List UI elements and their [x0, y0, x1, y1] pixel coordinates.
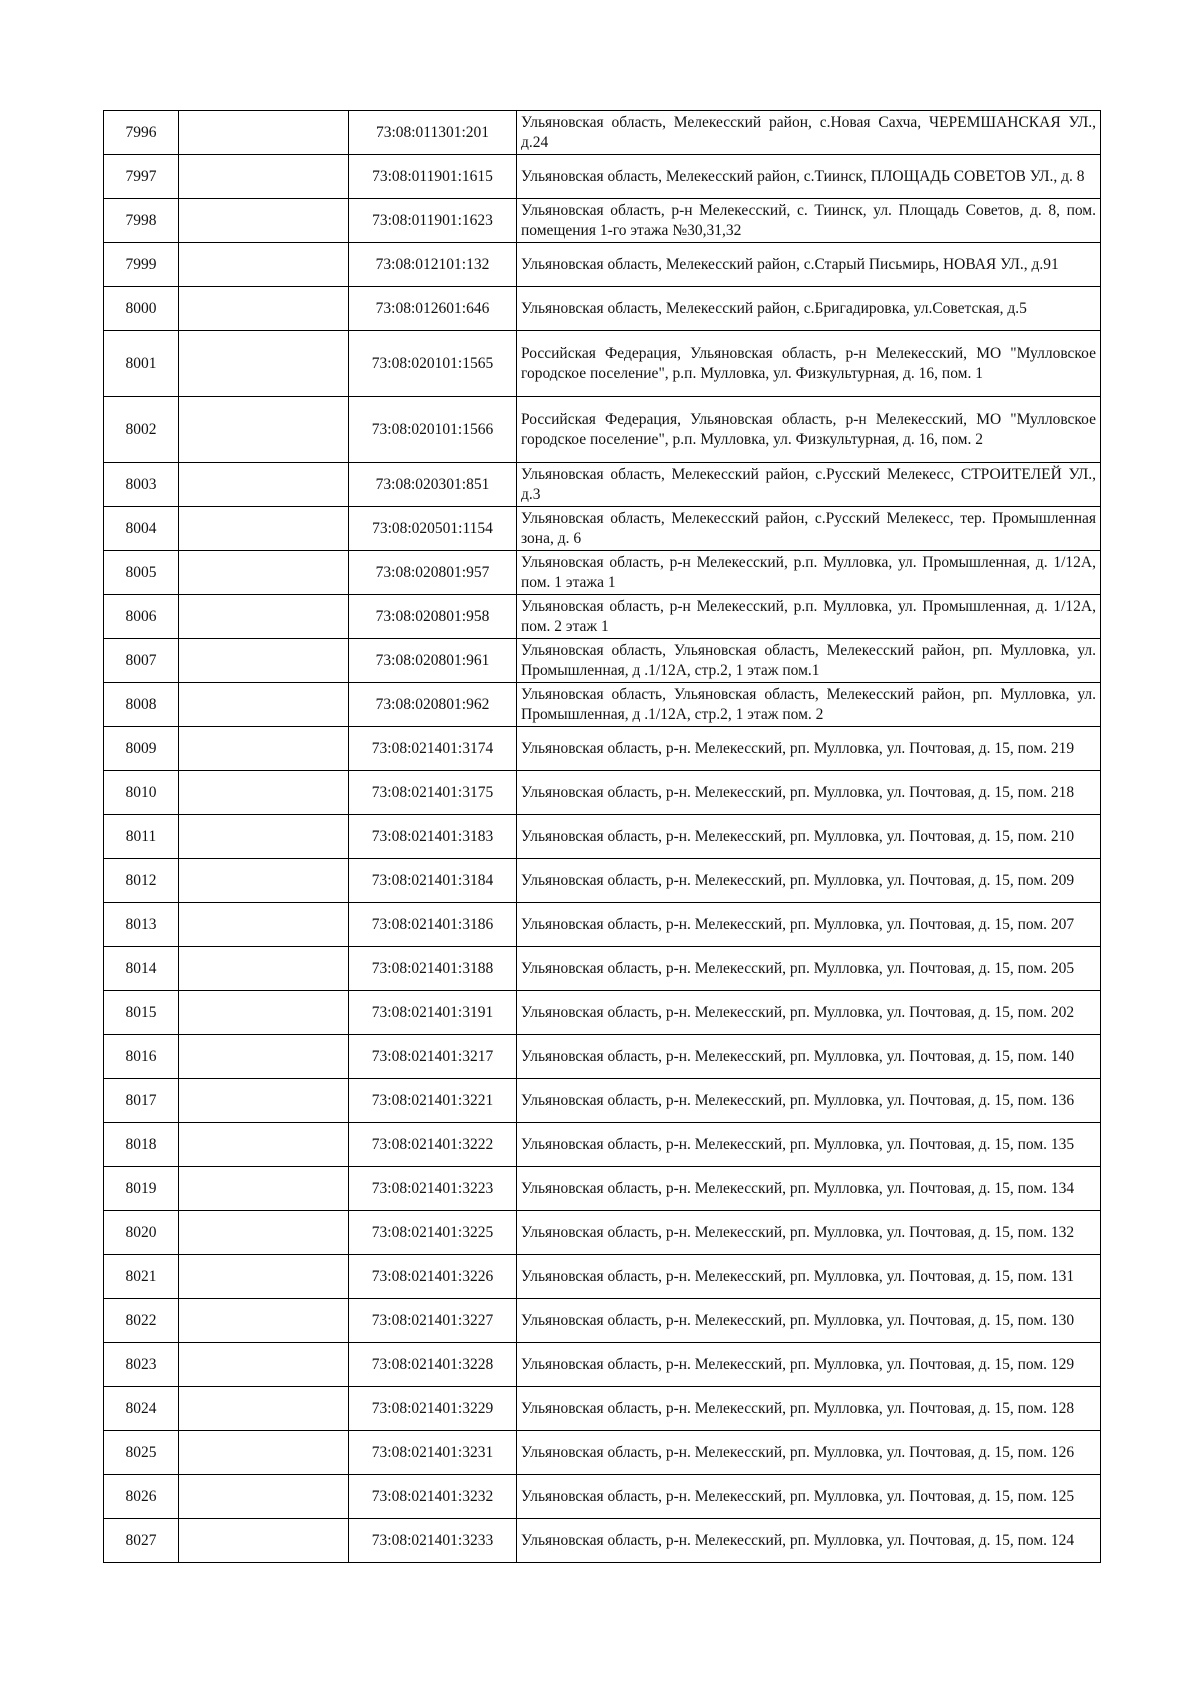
row-number-cell: 7997	[104, 155, 179, 199]
address-cell: Ульяновская область, р-н. Мелекесский, рп. Мулловка, ул. Почтовая, д. 15, пом. 209	[517, 859, 1101, 903]
row-number-cell: 8014	[104, 947, 179, 991]
blank-cell	[179, 287, 349, 331]
row-number-cell: 8001	[104, 331, 179, 397]
table-row	[104, 155, 1101, 199]
row-number-cell: 8024	[104, 1387, 179, 1431]
address-cell: Ульяновская область, р-н. Мелекесский, рп. Мулловка, ул. Почтовая, д. 15, пом. 135	[517, 1123, 1101, 1167]
address-cell: Ульяновская область, р-н. Мелекесский, рп. Мулловка, ул. Почтовая, д. 15, пом. 134	[517, 1167, 1101, 1211]
cadastral-number-cell: 73:08:021401:3188	[349, 947, 517, 991]
address-cell: Ульяновская область, р-н. Мелекесский, рп. Мулловка, ул. Почтовая, д. 15, пом. 129	[517, 1343, 1101, 1387]
address-cell: Ульяновская область, р-н. Мелекесский, рп. Мулловка, ул. Почтовая, д. 15, пом. 210	[517, 815, 1101, 859]
row-number-cell: 8005	[104, 551, 179, 595]
address-cell: Ульяновская область, Мелекесский район, с.Старый Письмирь, НОВАЯ УЛ., д.91	[517, 243, 1101, 287]
table-row	[104, 903, 1101, 947]
blank-cell	[179, 903, 349, 947]
blank-cell	[179, 771, 349, 815]
address-cell: Ульяновская область, р-н. Мелекесский, рп. Мулловка, ул. Почтовая, д. 15, пом. 136	[517, 1079, 1101, 1123]
cadastral-number-cell: 73:08:021401:3231	[349, 1431, 517, 1475]
row-number-cell: 8004	[104, 507, 179, 551]
table-row	[104, 1519, 1101, 1563]
address-cell: Ульяновская область, р-н Мелекесский, с. Тиинск, ул. Площадь Советов, д. 8, пом. помещения 1-го этажа №30,31,32	[517, 199, 1101, 243]
cadastral-number-cell: 73:08:021401:3222	[349, 1123, 517, 1167]
table-row	[104, 331, 1101, 397]
address-cell: Ульяновская область, р-н. Мелекесский, рп. Мулловка, ул. Почтовая, д. 15, пом. 126	[517, 1431, 1101, 1475]
table-row	[104, 199, 1101, 243]
table-row	[104, 1299, 1101, 1343]
address-cell: Российская Федерация, Ульяновская область, р-н Мелекесский, МО "Мулловское городское поселение", р.п. Мулловка, ул. Физкультурная, д. 16, пом. 1	[517, 331, 1101, 397]
cadastral-number-cell: 73:08:021401:3223	[349, 1167, 517, 1211]
cadastral-number-cell: 73:08:021401:3217	[349, 1035, 517, 1079]
table-row	[104, 1387, 1101, 1431]
row-number-cell: 8019	[104, 1167, 179, 1211]
address-cell: Ульяновская область, Ульяновская область, Мелекесский район, рп. Мулловка, ул. Промышленная, д .1/12А, стр.2, 1 этаж пом.1	[517, 639, 1101, 683]
blank-cell	[179, 397, 349, 463]
blank-cell	[179, 595, 349, 639]
cadastral-number-cell: 73:08:020801:957	[349, 551, 517, 595]
row-number-cell: 8003	[104, 463, 179, 507]
cadastral-number-cell: 73:08:021401:3232	[349, 1475, 517, 1519]
blank-cell	[179, 463, 349, 507]
registry-table-body	[104, 111, 1101, 1563]
address-cell: Ульяновская область, Мелекесский район, с.Тиинск, ПЛОЩАДЬ СОВЕТОВ УЛ., д. 8	[517, 155, 1101, 199]
address-cell: Ульяновская область, р-н. Мелекесский, рп. Мулловка, ул. Почтовая, д. 15, пом. 125	[517, 1475, 1101, 1519]
row-number-cell: 8010	[104, 771, 179, 815]
blank-cell	[179, 1387, 349, 1431]
cadastral-number-cell: 73:08:021401:3183	[349, 815, 517, 859]
address-cell: Ульяновская область, Мелекесский район, с.Бригадировка, ул.Советская, д.5	[517, 287, 1101, 331]
row-number-cell: 8025	[104, 1431, 179, 1475]
address-cell: Ульяновская область, р-н. Мелекесский, рп. Мулловка, ул. Почтовая, д. 15, пом. 128	[517, 1387, 1101, 1431]
row-number-cell: 7999	[104, 243, 179, 287]
cadastral-number-cell: 73:08:020101:1565	[349, 331, 517, 397]
cadastral-number-cell: 73:08:021401:3221	[349, 1079, 517, 1123]
blank-cell	[179, 727, 349, 771]
address-cell: Российская Федерация, Ульяновская область, р-н Мелекесский, МО "Мулловское городское поселение", р.п. Мулловка, ул. Физкультурная, д. 16, пом. 2	[517, 397, 1101, 463]
table-row	[104, 1343, 1101, 1387]
cadastral-number-cell: 73:08:020501:1154	[349, 507, 517, 551]
row-number-cell: 8017	[104, 1079, 179, 1123]
row-number-cell: 7998	[104, 199, 179, 243]
row-number-cell: 8016	[104, 1035, 179, 1079]
row-number-cell: 8027	[104, 1519, 179, 1563]
blank-cell	[179, 1123, 349, 1167]
table-row	[104, 1167, 1101, 1211]
cadastral-number-cell: 73:08:021401:3186	[349, 903, 517, 947]
address-cell: Ульяновская область, р-н. Мелекесский, рп. Мулловка, ул. Почтовая, д. 15, пом. 124	[517, 1519, 1101, 1563]
table-row	[104, 1211, 1101, 1255]
cadastral-number-cell: 73:08:021401:3225	[349, 1211, 517, 1255]
address-cell: Ульяновская область, р-н. Мелекесский, рп. Мулловка, ул. Почтовая, д. 15, пом. 218	[517, 771, 1101, 815]
cadastral-number-cell: 73:08:012101:132	[349, 243, 517, 287]
address-cell: Ульяновская область, р-н Мелекесский, р.п. Мулловка, ул. Промышленная, д. 1/12А, пом. 1 этажа 1	[517, 551, 1101, 595]
blank-cell	[179, 111, 349, 155]
row-number-cell: 8026	[104, 1475, 179, 1519]
blank-cell	[179, 1255, 349, 1299]
row-number-cell: 8021	[104, 1255, 179, 1299]
cadastral-number-cell: 73:08:021401:3184	[349, 859, 517, 903]
cadastral-number-cell: 73:08:021401:3228	[349, 1343, 517, 1387]
cadastral-number-cell: 73:08:020801:961	[349, 639, 517, 683]
table-row	[104, 1475, 1101, 1519]
table-row	[104, 287, 1101, 331]
cadastral-number-cell: 73:08:021401:3233	[349, 1519, 517, 1563]
table-row	[104, 1255, 1101, 1299]
row-number-cell: 8018	[104, 1123, 179, 1167]
address-cell: Ульяновская область, р-н. Мелекесский, рп. Мулловка, ул. Почтовая, д. 15, пом. 132	[517, 1211, 1101, 1255]
address-cell: Ульяновская область, р-н Мелекесский, р.п. Мулловка, ул. Промышленная, д. 1/12А, пом. 2 этаж 1	[517, 595, 1101, 639]
table-row	[104, 551, 1101, 595]
blank-cell	[179, 815, 349, 859]
address-cell: Ульяновская область, Ульяновская область, Мелекесский район, рп. Мулловка, ул. Промышленная, д .1/12А, стр.2, 1 этаж пом. 2	[517, 683, 1101, 727]
blank-cell	[179, 859, 349, 903]
blank-cell	[179, 1079, 349, 1123]
blank-cell	[179, 199, 349, 243]
cadastral-number-cell: 73:08:021401:3227	[349, 1299, 517, 1343]
row-number-cell: 8012	[104, 859, 179, 903]
blank-cell	[179, 1211, 349, 1255]
row-number-cell: 8013	[104, 903, 179, 947]
blank-cell	[179, 1167, 349, 1211]
cadastral-number-cell: 73:08:011301:201	[349, 111, 517, 155]
table-row	[104, 727, 1101, 771]
cadastral-number-cell: 73:08:021401:3191	[349, 991, 517, 1035]
cadastral-number-cell: 73:08:011901:1623	[349, 199, 517, 243]
address-cell: Ульяновская область, Мелекесский район, с.Русский Мелекесс, тер. Промышленная зона, д. 6	[517, 507, 1101, 551]
table-row	[104, 397, 1101, 463]
blank-cell	[179, 947, 349, 991]
table-row	[104, 507, 1101, 551]
table-row	[104, 1079, 1101, 1123]
row-number-cell: 8002	[104, 397, 179, 463]
table-row	[104, 683, 1101, 727]
row-number-cell: 8006	[104, 595, 179, 639]
cadastral-number-cell: 73:08:021401:3174	[349, 727, 517, 771]
row-number-cell: 8023	[104, 1343, 179, 1387]
blank-cell	[179, 1475, 349, 1519]
blank-cell	[179, 551, 349, 595]
property-registry-table	[103, 110, 1101, 1563]
table-row	[104, 595, 1101, 639]
blank-cell	[179, 1035, 349, 1079]
cadastral-number-cell: 73:08:020101:1566	[349, 397, 517, 463]
cadastral-number-cell: 73:08:021401:3226	[349, 1255, 517, 1299]
blank-cell	[179, 683, 349, 727]
table-row	[104, 771, 1101, 815]
blank-cell	[179, 1519, 349, 1563]
table-row	[104, 1431, 1101, 1475]
table-row	[104, 111, 1101, 155]
blank-cell	[179, 507, 349, 551]
table-row	[104, 991, 1101, 1035]
blank-cell	[179, 1343, 349, 1387]
table-row	[104, 815, 1101, 859]
address-cell: Ульяновская область, р-н. Мелекесский, рп. Мулловка, ул. Почтовая, д. 15, пом. 219	[517, 727, 1101, 771]
row-number-cell: 8020	[104, 1211, 179, 1255]
address-cell: Ульяновская область, р-н. Мелекесский, рп. Мулловка, ул. Почтовая, д. 15, пом. 140	[517, 1035, 1101, 1079]
cadastral-number-cell: 73:08:021401:3175	[349, 771, 517, 815]
blank-cell	[179, 1299, 349, 1343]
row-number-cell: 8015	[104, 991, 179, 1035]
cadastral-number-cell: 73:08:011901:1615	[349, 155, 517, 199]
blank-cell	[179, 155, 349, 199]
row-number-cell: 8009	[104, 727, 179, 771]
row-number-cell: 8008	[104, 683, 179, 727]
row-number-cell: 7996	[104, 111, 179, 155]
address-cell: Ульяновская область, р-н. Мелекесский, рп. Мулловка, ул. Почтовая, д. 15, пом. 131	[517, 1255, 1101, 1299]
table-row	[104, 243, 1101, 287]
address-cell: Ульяновская область, р-н. Мелекесский, рп. Мулловка, ул. Почтовая, д. 15, пом. 205	[517, 947, 1101, 991]
table-row	[104, 1123, 1101, 1167]
blank-cell	[179, 1431, 349, 1475]
cadastral-number-cell: 73:08:020801:958	[349, 595, 517, 639]
cadastral-number-cell: 73:08:020301:851	[349, 463, 517, 507]
address-cell: Ульяновская область, р-н. Мелекесский, рп. Мулловка, ул. Почтовая, д. 15, пом. 130	[517, 1299, 1101, 1343]
cadastral-number-cell: 73:08:012601:646	[349, 287, 517, 331]
table-row	[104, 639, 1101, 683]
table-row	[104, 947, 1101, 991]
blank-cell	[179, 243, 349, 287]
address-cell: Ульяновская область, р-н. Мелекесский, рп. Мулловка, ул. Почтовая, д. 15, пом. 202	[517, 991, 1101, 1035]
blank-cell	[179, 331, 349, 397]
row-number-cell: 8022	[104, 1299, 179, 1343]
address-cell: Ульяновская область, Мелекесский район, с.Русский Мелекесс, СТРОИТЕЛЕЙ УЛ., д.3	[517, 463, 1101, 507]
blank-cell	[179, 639, 349, 683]
table-row	[104, 463, 1101, 507]
cadastral-number-cell: 73:08:021401:3229	[349, 1387, 517, 1431]
row-number-cell: 8011	[104, 815, 179, 859]
blank-cell	[179, 991, 349, 1035]
row-number-cell: 8007	[104, 639, 179, 683]
cadastral-number-cell: 73:08:020801:962	[349, 683, 517, 727]
address-cell: Ульяновская область, р-н. Мелекесский, рп. Мулловка, ул. Почтовая, д. 15, пом. 207	[517, 903, 1101, 947]
address-cell: Ульяновская область, Мелекесский район, с.Новая Сахча, ЧЕРЕМШАНСКАЯ УЛ., д.24	[517, 111, 1101, 155]
table-row	[104, 1035, 1101, 1079]
row-number-cell: 8000	[104, 287, 179, 331]
table-row	[104, 859, 1101, 903]
